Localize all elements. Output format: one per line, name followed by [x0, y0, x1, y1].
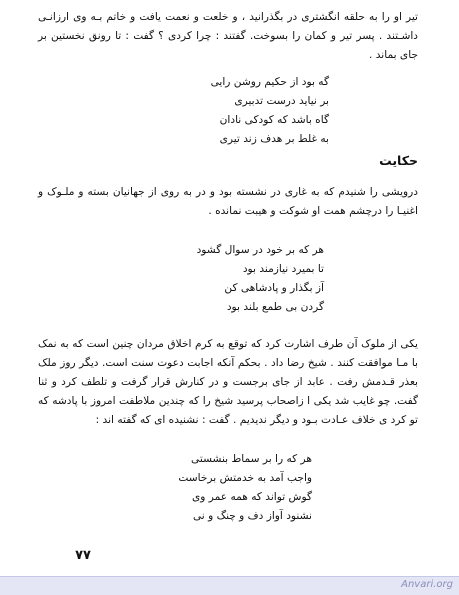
- verse-line: تا بمیرد نیازمند بود: [242, 263, 324, 275]
- story-paragraph: [38, 183, 418, 221]
- page-number: ۷۷: [75, 548, 91, 563]
- intro-line: پسر تیر و کمان را بسوخت. گفتند : چرا کردی ؟ گفت : تا رونق نخستین بر جای بماند .: [38, 30, 418, 61]
- verse-line: گاه باشد که کودکی نادان: [219, 114, 329, 126]
- story-line: دیگر ندیدیم . گفت : نشنیده ای که گفته اند :: [95, 414, 290, 426]
- verse-block-2: [197, 241, 324, 317]
- intro-paragraph: [38, 8, 418, 65]
- verse-line: هر که را بر سماط بنشستی: [191, 453, 312, 465]
- footer-bar: [0, 576, 459, 595]
- verse-line: گردن بی طمع بلند بود: [226, 301, 324, 313]
- story-line: رفت . عابد از جای برجست و در کنارش قرار گرفت و تلطف کرد و ثنا گفت. چو غایب شد یکی: [38, 376, 418, 407]
- verse-line: واجب آمد به خدمتش برخاست: [178, 472, 312, 484]
- verse-line: هر که بر خود در سوال گشود: [196, 244, 324, 256]
- verse-line: آز بگذار و پادشاهی کن: [224, 282, 324, 294]
- verse-line: نشنود آواز دف و چنگ و نی: [192, 510, 312, 522]
- story-line: ا زاصحاب پرسید شیخ را که چندین ملاطفت امروز با پادشه که تو کرد ی خلاف عـادت بـود و: [38, 395, 418, 426]
- verse-line: بر نیاید درست تدبیری: [234, 95, 329, 107]
- verse-line: گه بود از حکیم روشن رایی: [210, 76, 329, 88]
- story-line: موافقت کنند . شیخ رضا داد . بحکم آنکه اجابت دعوت سنت است. دیگر روز ملک بعذر قـدمش: [38, 357, 419, 388]
- watermark: Anvari.org: [401, 579, 453, 590]
- verse-line: به غلط بر هدف زند تیری: [219, 133, 329, 145]
- story-paragraph-2: [38, 335, 418, 430]
- verse-line: گوش تواند که همه عمر وی: [192, 491, 312, 503]
- verse-block-1: [211, 73, 329, 149]
- story-line: درویشی را شنیدم که به غاری در نشسته بود و در به روی از جهانیان بسته و ملـوک و اغنیـا را: [38, 186, 418, 217]
- story-line: درچشم همت او شوکت و هیبت نمانده .: [208, 205, 382, 217]
- intro-line: تیر او را به حلقه انگشتری در بگذرانید ، و خلعت و نعمت یافت و خاتم بـه وی ارزانـی داشـتند .: [38, 11, 418, 42]
- verse-block-3: [178, 450, 312, 526]
- story-line: یکی از ملوک آن طرف اشارت کرد که توقع به کرم اخلاق مردان چنین است که به نمک با مـا: [38, 338, 419, 369]
- story-heading: حکایت: [379, 153, 418, 168]
